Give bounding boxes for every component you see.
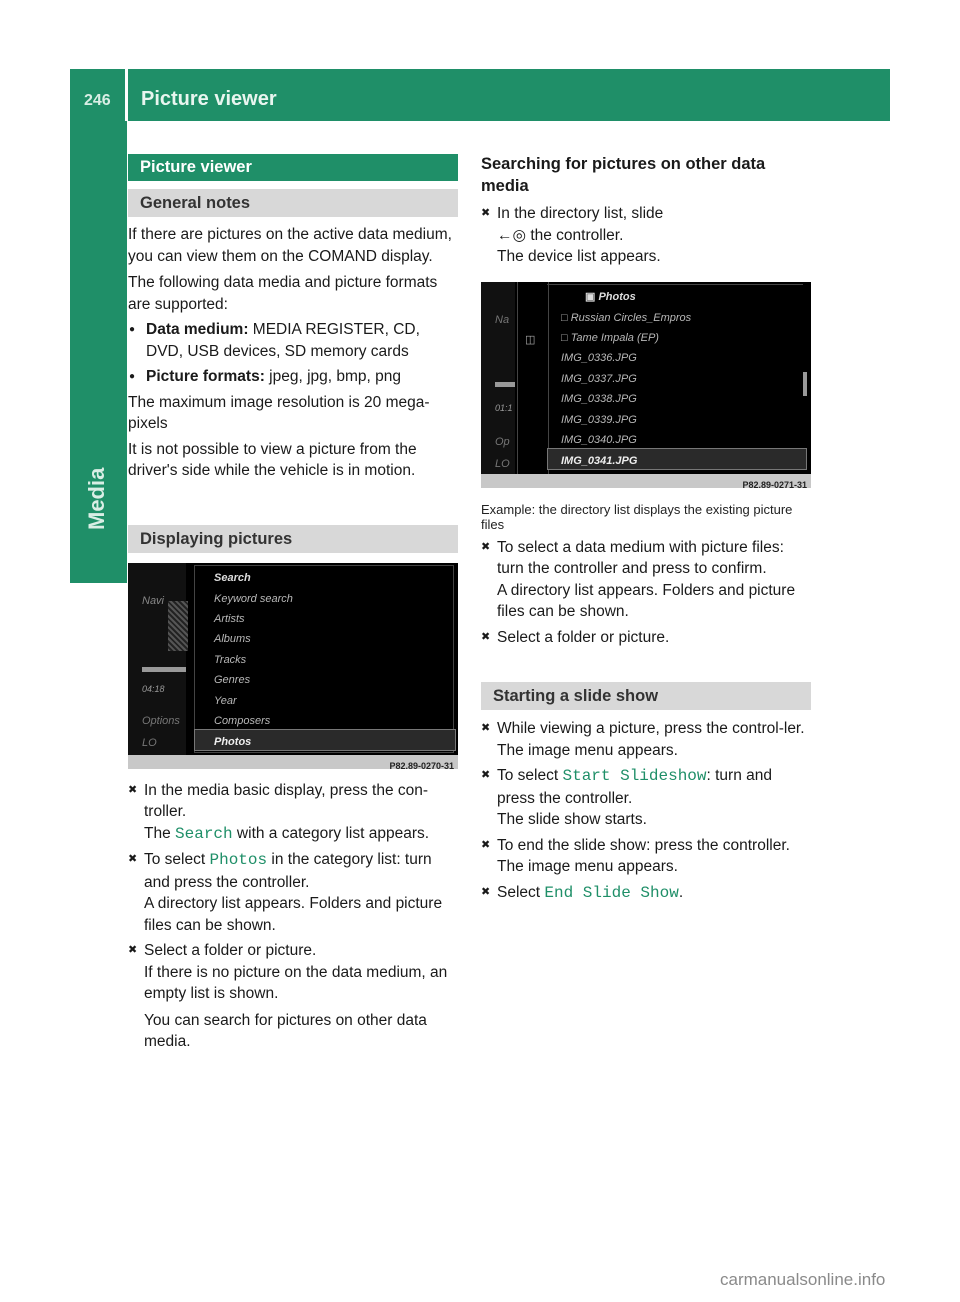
step-2-result: A directory list appears. Folders and picture files can be shown. [144,895,443,934]
text: The [144,824,176,842]
list-item[interactable]: IMG_0338.JPG [561,392,637,405]
shot-left-item: 01:1 [495,402,513,413]
slideshow-step-1-result: The image menu appears. [497,741,678,759]
shot-left-item: Op [495,435,510,448]
search-step-2: ✖ To select a data medium with picture files: turn the controller and press to confirm. [481,537,813,580]
bullet-picture-formats [128,366,458,388]
displaying-heading: Displaying pictures [128,525,458,553]
list-item[interactable] [561,308,691,330]
search-step-1-action: ←◎ the controller. [497,226,624,244]
keyword-search: Search [175,824,233,843]
page-header [70,69,890,121]
step-1: ✖ In the media basic display, press the con-troller. [128,780,458,823]
keyword-photos: Photos [209,851,268,869]
step-1-result [128,823,458,846]
step-3-note: You can search for pictures on other data media. [144,1011,427,1050]
text: with a category list appears. [232,824,430,842]
page-number: 246 [84,92,111,109]
slideshow-step-3: ✖ To end the slide show: press the controller. [481,835,813,857]
step-3-result: If there is no picture on the data medium, an empty list is shown. [144,963,448,1002]
search-step-3: ✖ Select a folder or picture. [481,627,813,649]
menu-item[interactable]: Genres [214,673,251,686]
right-column [481,153,813,904]
section-heading: Picture viewer [128,154,458,181]
shot-left-item: 04:18 [142,683,165,694]
search-heading: Searching for pictures on other data media [481,155,766,195]
progress-bar [495,382,515,387]
list-item[interactable]: IMG_0339.JPG [561,413,637,426]
directory-list-screenshot [481,282,811,488]
slideshow-heading: Starting a slide show [481,682,811,710]
album-art-icon [168,601,188,651]
menu-item[interactable]: Search [214,571,251,584]
search-step-2-result: A directory list appears. Folders and picture files can be shown. [497,581,796,620]
list-item-selected[interactable]: IMG_0341.JPG [561,454,638,467]
menu-item[interactable]: Albums [214,632,251,645]
folder-icon: ▣ [585,290,599,303]
folder-icon: □ [561,331,571,344]
header-divider [125,69,128,121]
text: To select [497,767,563,784]
text: To select [144,851,210,868]
menu-item[interactable]: Composers [214,714,271,727]
slideshow-step-2 [481,765,813,809]
bullet-data-medium [128,319,458,362]
bullet-label: Picture formats: [146,368,265,385]
menu-item[interactable]: Artists [214,612,245,625]
keyword-end-slide-show: End Slide Show [544,883,679,902]
text: . [678,883,684,901]
figure-caption: Example: the directory list displays the existing picture files [481,501,793,532]
keyword-start-slideshow: Start Slideshow [562,767,707,785]
list-item-label: Russian Circles_Empros [570,311,692,324]
general-notes-p1: If there are pictures on the active data medium, you can view them on the COMAND display. [128,226,452,265]
progress-bar [142,667,186,672]
shot-left-item: Na [495,313,510,326]
menu-item[interactable]: Tracks [214,653,247,666]
text: Select [497,883,545,901]
device-icon[interactable]: ◫ [525,333,536,346]
general-notes-heading: General notes [128,189,458,217]
general-notes-p3: The maximum image resolution is 20 mega-pixels [128,393,430,432]
general-notes-p4: It is not possible to view a picture from the driver's side while the vehicle is in motion. [128,440,417,479]
step-3: ✖ Select a folder or picture. [128,940,458,962]
general-notes-p2: The following data media and picture formats are supported: [128,274,438,313]
shot-left-item: LO [142,736,157,749]
shot-footer [128,755,458,769]
text: : turn and press the controller. [497,767,773,807]
step-2 [128,849,458,893]
scrollbar-thumb[interactable] [803,372,807,396]
search-step-1-result: The device list appears. [497,248,661,265]
left-column [128,154,458,1053]
figure-code: P82.89-0271-31 [742,479,807,488]
shot-left-item: Options [142,714,180,727]
slideshow-step-1: ✖ While viewing a picture, press the control-ler. [481,718,813,740]
slideshow-step-2-result: The slide show starts. [497,811,647,828]
list-item-label: Tame Impala (EP) [570,331,659,344]
slideshow-step-3-result: The image menu appears. [497,858,678,875]
text: in the category list: turn and press the controller. [144,851,432,891]
menu-item-selected[interactable]: Photos [214,735,252,748]
slideshow-step-4 [481,882,813,905]
media-menu-screenshot [128,563,458,769]
list-item[interactable] [561,328,659,350]
menu-item[interactable]: Year [214,694,237,707]
search-step-1: ✖ In the directory list, slide [481,203,813,225]
folder-header-label: Photos [598,290,636,303]
menu-item[interactable]: Keyword search [214,592,293,605]
bullet-label: Data medium: [146,321,249,338]
list-item[interactable]: IMG_0337.JPG [561,372,637,385]
shot-left-item: LO [495,457,510,470]
bullet-text: MEDIA REGISTER, CD, DVD, USB devices, SD memory cards [146,321,420,360]
shot-left-item: Navi [142,594,165,607]
folder-header [585,287,636,309]
folder-icon: □ [561,311,571,324]
shot-footer [481,474,811,488]
list-item[interactable]: IMG_0340.JPG [561,433,637,446]
watermark: carmanualsonline.info [720,1270,886,1289]
device-column [517,282,549,474]
bullet-text: jpeg, jpg, bmp, png [264,368,402,385]
page-title: Picture viewer [141,88,277,110]
side-tab-label: Media [84,467,109,530]
list-item[interactable]: IMG_0336.JPG [561,351,637,364]
figure-code: P82.89-0270-31 [389,760,454,769]
